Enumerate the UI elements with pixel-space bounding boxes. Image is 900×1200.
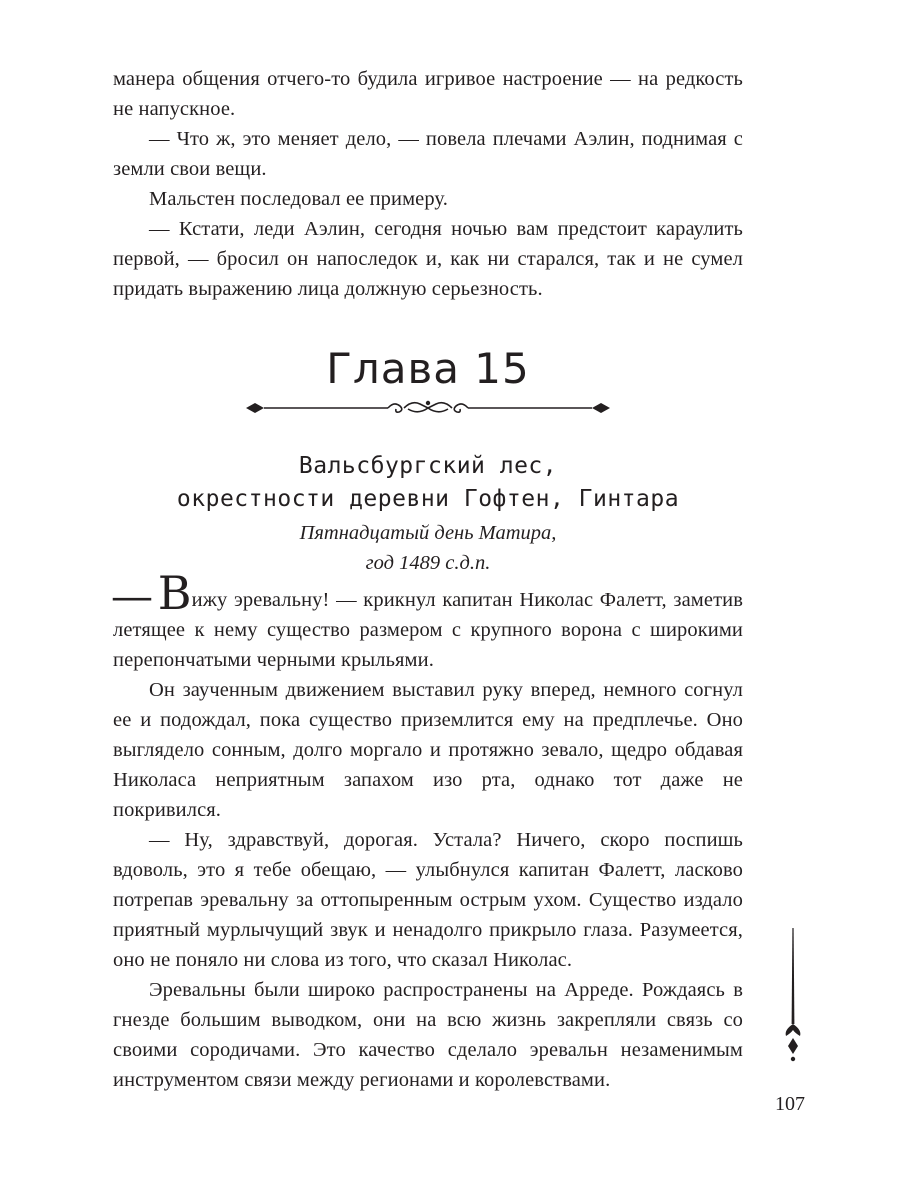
chapter-location-line-2: окрестности деревни Гофтен, Гинтара	[176, 486, 680, 512]
chapter-title: Глава 15	[326, 344, 530, 393]
paragraph-continued-1: манера общения отчего-то будила игривое настроение — на редкость не напускное.	[113, 68, 743, 120]
paragraph-continued-3: Мальстен последовал ее примеру.	[149, 188, 448, 210]
opening-text: ижу эревальну! — крикнул капитан Николас Фалетт, заметив летящее к нему существо размером с крупного ворона с широкими перепончатыми черными крыльями.	[113, 589, 743, 671]
paragraph-3: Эревальны были широко распространены на Арреде. Рождаясь в гнезде большим выводком, они на всю жизнь закрепляли связь со своими сородичами. Это качество сделало эревальн незаменимым инструментом связи между регионами и королевствами.	[113, 979, 743, 1091]
drop-cap-initial: В	[157, 566, 192, 620]
chapter-date-line-1: Пятнадцатый день Матира,	[299, 522, 557, 544]
scroll-divider-icon	[242, 398, 614, 418]
paragraph-1: Он заученным движением выставил руку вперед, немного согнул ее и подождал, пока существо приземлится ему на предплечье. Оно выглядело сонным, долго моргало и протяжно зевало, щедро обдавая Николаса неприятным запахом изо рта, однако тот даже не покривился.	[113, 679, 743, 821]
paragraph-continued-4: — Кстати, леди Аэлин, сегодня ночью вам предстоит караулить первой, — бросил он напоследок и, как ни старался, так и не сумел придать выражению лица должную серьезность.	[113, 218, 743, 300]
paragraph-continued-2: — Что ж, это меняет дело, — повела плечами Аэлин, поднимая с земли свои вещи.	[113, 128, 743, 180]
chapter-location-line-1: Вальсбургский лес,	[298, 453, 558, 479]
page-number: 107	[775, 1093, 805, 1115]
paragraph-2: — Ну, здравствуй, дорогая. Устала? Ничего, скоро поспишь вдоволь, это я тебе обещаю, — улыбнулся капитан Фалетт, ласково потрепав эревальну за оттопыренным острым ухом. Существо издало приятный мурлычущий звук и ненадолго прикрыло глаза. Разумеется, оно не поняло ни слова из того, что сказал Николас.	[113, 829, 743, 971]
vertical-fleuron-icon	[780, 928, 806, 1068]
paragraph-opening	[113, 566, 743, 675]
opening-dash: —	[113, 575, 152, 617]
chapter-date-line-2: год 1489 с.д.п.	[365, 552, 491, 574]
book-page	[113, 64, 743, 1095]
